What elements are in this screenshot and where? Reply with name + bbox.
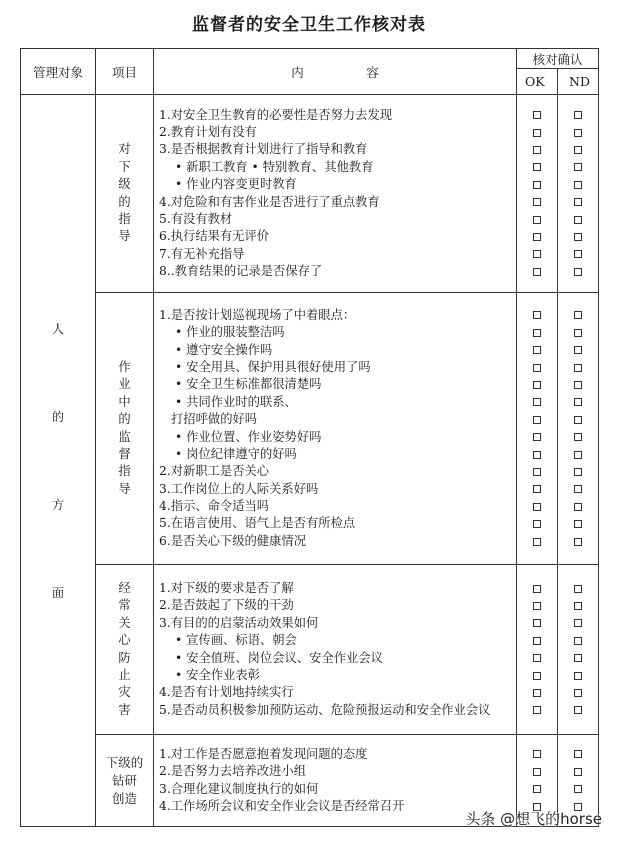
ok-checkbox[interactable]	[533, 585, 541, 593]
nd-checkbox-slot	[558, 515, 598, 532]
nd-checkbox[interactable]	[574, 503, 582, 511]
item-label-text: 心	[118, 633, 131, 648]
item-label-text: 经	[118, 580, 131, 595]
content-cell	[154, 565, 517, 735]
checklist-item-text: 5.是否动员积极参加预防运动、危险预报运动和安全作业会议	[159, 702, 491, 717]
ok-checkbox[interactable]	[533, 468, 541, 476]
ok-checkbox-slot	[517, 650, 557, 667]
ok-checkbox-slot	[517, 359, 557, 376]
ok-checkbox-slot	[517, 632, 557, 649]
checklist-item-text: 3.工作岗位上的人际关系好吗	[159, 481, 319, 496]
nd-checkbox[interactable]	[574, 250, 582, 258]
checklist-item-text: 4.对危险和有害作业是否进行了重点教育	[159, 194, 380, 209]
header-confirm: 核对确认	[517, 49, 599, 69]
ok-checkbox[interactable]	[533, 346, 541, 354]
ok-column-cell	[517, 95, 558, 293]
ok-checkbox[interactable]	[533, 654, 541, 662]
ok-checkbox[interactable]	[533, 129, 541, 137]
item-label-cell	[96, 735, 154, 827]
checklist-item-text: • 宣传画、标语、朝会	[175, 633, 297, 648]
checklist-item-text: 5.在语言使用、语气上是否有所检点	[159, 516, 356, 531]
checklist-table	[20, 48, 599, 827]
ok-checkbox[interactable]	[533, 216, 541, 224]
nd-checkbox-slot	[558, 746, 598, 763]
checklist-item-text: 7.有无补充指导	[159, 246, 245, 261]
checklist-item-text: 6.执行结果有无评价	[159, 229, 270, 244]
nd-checkbox-slot	[558, 498, 598, 515]
ok-checkbox[interactable]	[533, 163, 541, 171]
checklist-item-text: 6.是否关心下级的健康情况	[159, 533, 306, 548]
item-label-text: 的	[118, 412, 131, 427]
nd-checkbox-slot	[558, 176, 598, 193]
checklist-item-text: • 共同作业时的联系、	[175, 394, 297, 409]
ok-checkbox-slot	[517, 394, 557, 411]
nd-checkbox[interactable]	[574, 485, 582, 493]
ok-column-cell	[517, 293, 558, 565]
item-label-text: 中	[118, 394, 131, 409]
ok-checkbox[interactable]	[533, 329, 541, 337]
ok-checkbox-slot	[517, 376, 557, 393]
ok-checkbox[interactable]	[533, 619, 541, 627]
checklist-item-text: 2.是否努力去培养改进小组	[159, 764, 306, 779]
ok-checkbox[interactable]	[533, 538, 541, 546]
nd-checkbox-slot	[558, 342, 598, 359]
nd-checkbox-slot	[558, 107, 598, 124]
nd-column-cell	[558, 565, 599, 735]
checklist-item-text: 4.是否有计划地持续实行	[159, 685, 294, 700]
ok-checkbox[interactable]	[533, 451, 541, 459]
nd-checkbox-slot	[558, 650, 598, 667]
checklist-item-text: 打招呼做的好吗	[171, 412, 258, 427]
ok-checkbox[interactable]	[533, 233, 541, 241]
checklist-item-text: 4.指示、命令适当吗	[159, 499, 270, 514]
ok-checkbox[interactable]	[533, 250, 541, 258]
object-cell	[21, 95, 96, 827]
nd-checkbox-slot	[558, 228, 598, 245]
ok-checkbox-slot	[517, 211, 557, 228]
nd-checkbox-slot	[558, 702, 598, 719]
item-label-cell	[96, 565, 154, 735]
item-label-text: 下	[118, 159, 131, 174]
checklist-item-text: • 安全值班、岗位会议、安全作业会议	[175, 650, 383, 665]
item-label-text: 对	[118, 142, 131, 157]
nd-checkbox-slot	[558, 411, 598, 428]
ok-checkbox-slot	[517, 597, 557, 614]
content-cell	[154, 95, 517, 293]
item-label-text: 止	[118, 667, 131, 682]
item-label-text: 导	[118, 481, 131, 496]
checklist-item-text: • 安全作业表彰	[175, 667, 260, 682]
nd-checkbox[interactable]	[574, 216, 582, 224]
nd-checkbox-slot	[558, 211, 598, 228]
nd-checkbox[interactable]	[574, 268, 582, 276]
checklist-item-text: 1.是否按计划巡视现场了中着眼点：	[159, 307, 356, 322]
ok-checkbox[interactable]	[533, 181, 541, 189]
checklist-item-text: • 安全卫生标准都很清楚吗	[175, 377, 322, 392]
nd-checkbox[interactable]	[574, 233, 582, 241]
item-label-text: 指	[118, 211, 131, 226]
ok-checkbox-slot	[517, 124, 557, 141]
nd-checkbox[interactable]	[574, 538, 582, 546]
checklist-item-text: 3.是否根据教育计划进行了指导和教育	[159, 142, 368, 157]
ok-checkbox-slot	[517, 684, 557, 701]
checklist-item-text: • 作业的服装整洁吗	[175, 325, 285, 340]
ok-checkbox-slot	[517, 498, 557, 515]
nd-checkbox-slot	[558, 481, 598, 498]
ok-checkbox[interactable]	[533, 672, 541, 680]
header-nd: ND	[558, 69, 599, 95]
nd-checkbox-slot	[558, 246, 598, 263]
nd-checkbox-slot	[558, 394, 598, 411]
ok-checkbox[interactable]	[533, 416, 541, 424]
item-label-text: 督	[118, 446, 131, 461]
checklist-item-text: 1.对下级的要求是否了解	[159, 580, 294, 595]
nd-checkbox[interactable]	[574, 111, 582, 119]
ok-checkbox-slot	[517, 307, 557, 324]
ok-column-cell	[517, 565, 558, 735]
ok-checkbox[interactable]	[533, 750, 541, 758]
nd-checkbox[interactable]	[574, 181, 582, 189]
item-label-text: 业	[118, 377, 131, 392]
ok-checkbox[interactable]	[533, 503, 541, 511]
ok-checkbox[interactable]	[533, 689, 541, 697]
section-row	[21, 565, 599, 735]
nd-checkbox[interactable]	[574, 654, 582, 662]
nd-checkbox[interactable]	[574, 451, 582, 459]
checklist-item-text: 2.对新职工是否关心	[159, 464, 270, 479]
checklist-item-text: • 作业内容变更时教育	[175, 177, 297, 192]
checklist-item-text: • 安全用具、保护用具很好使用了吗	[175, 359, 371, 374]
ok-checkbox-slot	[517, 533, 557, 550]
ok-checkbox-slot	[517, 141, 557, 158]
nd-checkbox[interactable]	[574, 129, 582, 137]
ok-checkbox-slot	[517, 763, 557, 780]
ok-checkbox[interactable]	[533, 111, 541, 119]
ok-checkbox-slot	[517, 615, 557, 632]
checklist-item-text: 1.对工作是否愿意抱着发现问题的态度	[159, 746, 368, 761]
ok-checkbox[interactable]	[533, 602, 541, 610]
ok-checkbox-slot	[517, 781, 557, 798]
nd-checkbox[interactable]	[574, 706, 582, 714]
ok-checkbox-slot	[517, 667, 557, 684]
checklist-item-text: 4.工作场所会议和安全作业会议是否经常召开	[159, 798, 405, 813]
nd-checkbox[interactable]	[574, 585, 582, 593]
ok-checkbox[interactable]	[533, 364, 541, 372]
ok-checkbox-slot	[517, 702, 557, 719]
item-label-text: 作	[118, 359, 131, 374]
item-label-text: 级	[118, 177, 131, 192]
nd-checkbox[interactable]	[574, 311, 582, 319]
nd-checkbox-slot	[558, 597, 598, 614]
nd-checkbox[interactable]	[574, 750, 582, 758]
object-label-char: 的	[51, 409, 64, 424]
nd-checkbox[interactable]	[574, 364, 582, 372]
item-label-text: 下级的	[105, 754, 144, 770]
ok-checkbox[interactable]	[533, 785, 541, 793]
ok-checkbox[interactable]	[533, 198, 541, 206]
nd-checkbox-slot	[558, 533, 598, 550]
ok-checkbox-slot	[517, 263, 557, 280]
checklist-item-text: 5.有没有教材	[159, 211, 233, 226]
nd-checkbox-slot	[558, 684, 598, 701]
item-label-text: 害	[118, 702, 131, 717]
nd-checkbox[interactable]	[574, 146, 582, 154]
nd-checkbox-slot	[558, 124, 598, 141]
item-label-text: 关	[118, 615, 131, 630]
nd-checkbox[interactable]	[574, 619, 582, 627]
content-cell	[154, 293, 517, 565]
item-label-text: 创造	[111, 790, 137, 806]
nd-checkbox[interactable]	[574, 468, 582, 476]
ok-checkbox[interactable]	[533, 146, 541, 154]
item-label-text: 指	[118, 464, 131, 479]
nd-checkbox-slot	[558, 159, 598, 176]
nd-checkbox[interactable]	[574, 398, 582, 406]
checklist-item-text: 2.教育计划有没有	[159, 124, 257, 139]
nd-checkbox[interactable]	[574, 416, 582, 424]
item-label-cell	[96, 95, 154, 293]
nd-checkbox[interactable]	[574, 381, 582, 389]
nd-checkbox[interactable]	[574, 602, 582, 610]
nd-checkbox-slot	[558, 446, 598, 463]
ok-checkbox-slot	[517, 429, 557, 446]
checklist-item-text: • 作业位置、作业姿势好吗	[175, 429, 322, 444]
ok-checkbox[interactable]	[533, 433, 541, 441]
ok-checkbox-slot	[517, 194, 557, 211]
ok-checkbox-slot	[517, 463, 557, 480]
item-label-cell	[96, 293, 154, 565]
object-label-char: 人	[51, 321, 64, 336]
ok-checkbox[interactable]	[533, 311, 541, 319]
nd-column-cell	[558, 95, 599, 293]
ok-checkbox-slot	[517, 228, 557, 245]
ok-checkbox[interactable]	[533, 381, 541, 389]
ok-checkbox-slot	[517, 411, 557, 428]
ok-checkbox-slot	[517, 342, 557, 359]
ok-checkbox[interactable]	[533, 637, 541, 645]
checklist-item-text: • 新职工教育 • 特别教育、其他教育	[175, 159, 374, 174]
nd-checkbox[interactable]	[574, 768, 582, 776]
ok-checkbox-slot	[517, 176, 557, 193]
nd-checkbox-slot	[558, 763, 598, 780]
ok-checkbox[interactable]	[533, 706, 541, 714]
nd-checkbox-slot	[558, 307, 598, 324]
checklist-item-text: • 遵守安全操作吗	[175, 342, 273, 357]
ok-checkbox-slot	[517, 246, 557, 263]
nd-checkbox-slot	[558, 615, 598, 632]
item-label-text: 钻研	[111, 772, 137, 788]
nd-checkbox-slot	[558, 376, 598, 393]
nd-checkbox[interactable]	[574, 433, 582, 441]
page-title: 监督者的安全卫生工作核对表	[192, 15, 426, 35]
nd-checkbox[interactable]	[574, 785, 582, 793]
nd-checkbox[interactable]	[574, 329, 582, 337]
ok-checkbox-slot	[517, 515, 557, 532]
ok-checkbox[interactable]	[533, 268, 541, 276]
watermark: 头条 @想飞的horse	[465, 810, 602, 828]
nd-checkbox[interactable]	[574, 346, 582, 354]
nd-checkbox-slot	[558, 429, 598, 446]
ok-checkbox-slot	[517, 159, 557, 176]
nd-checkbox-slot	[558, 141, 598, 158]
nd-checkbox-slot	[558, 463, 598, 480]
item-label-text: 导	[118, 229, 131, 244]
object-label-char: 面	[51, 585, 64, 600]
item-label-text: 灾	[118, 685, 131, 700]
nd-checkbox-slot	[558, 781, 598, 798]
nd-checkbox[interactable]	[574, 520, 582, 528]
ok-checkbox[interactable]	[533, 520, 541, 528]
nd-checkbox-slot	[558, 194, 598, 211]
section-row	[21, 95, 599, 293]
header-ok: OK	[517, 69, 558, 95]
checklist-item-text: • 岗位纪律遵守的好吗	[175, 446, 297, 461]
item-label-text: 常	[118, 598, 131, 613]
nd-checkbox-slot	[558, 263, 598, 280]
ok-checkbox[interactable]	[533, 485, 541, 493]
ok-checkbox-slot	[517, 580, 557, 597]
ok-checkbox-slot	[517, 324, 557, 341]
content-cell	[154, 735, 517, 827]
checklist-item-text: 3.有目的的启蒙活动效果如何	[159, 615, 319, 630]
nd-checkbox[interactable]	[574, 689, 582, 697]
nd-checkbox-slot	[558, 324, 598, 341]
ok-checkbox-slot	[517, 481, 557, 498]
header-object: 管理对象	[21, 49, 96, 95]
nd-checkbox-slot	[558, 359, 598, 376]
nd-checkbox-slot	[558, 667, 598, 684]
item-label-text: 监	[118, 429, 131, 444]
checklist-item-text: 1.对安全卫生教育的必要性是否努力去发现	[159, 107, 393, 122]
ok-checkbox-slot	[517, 446, 557, 463]
nd-checkbox-slot	[558, 580, 598, 597]
nd-checkbox[interactable]	[574, 672, 582, 680]
ok-checkbox[interactable]	[533, 768, 541, 776]
checklist-item-text: 3.合理化建议制度执行的如何	[159, 781, 319, 796]
nd-checkbox-slot	[558, 632, 598, 649]
item-label-text: 的	[118, 194, 131, 209]
header-content: 内 容	[154, 49, 517, 95]
nd-column-cell	[558, 293, 599, 565]
nd-checkbox[interactable]	[574, 198, 582, 206]
header-item: 项目	[96, 49, 154, 95]
ok-checkbox-slot	[517, 107, 557, 124]
checklist-item-text: 8..教育结果的记录是否保存了	[159, 264, 323, 279]
section-row	[21, 293, 599, 565]
ok-checkbox-slot	[517, 746, 557, 763]
checklist-item-text: 2.是否鼓起了下级的干劲	[159, 598, 294, 613]
nd-checkbox[interactable]	[574, 637, 582, 645]
ok-checkbox[interactable]	[533, 398, 541, 406]
nd-checkbox[interactable]	[574, 163, 582, 171]
object-label-char: 方	[51, 497, 64, 512]
item-label-text: 防	[118, 650, 131, 665]
